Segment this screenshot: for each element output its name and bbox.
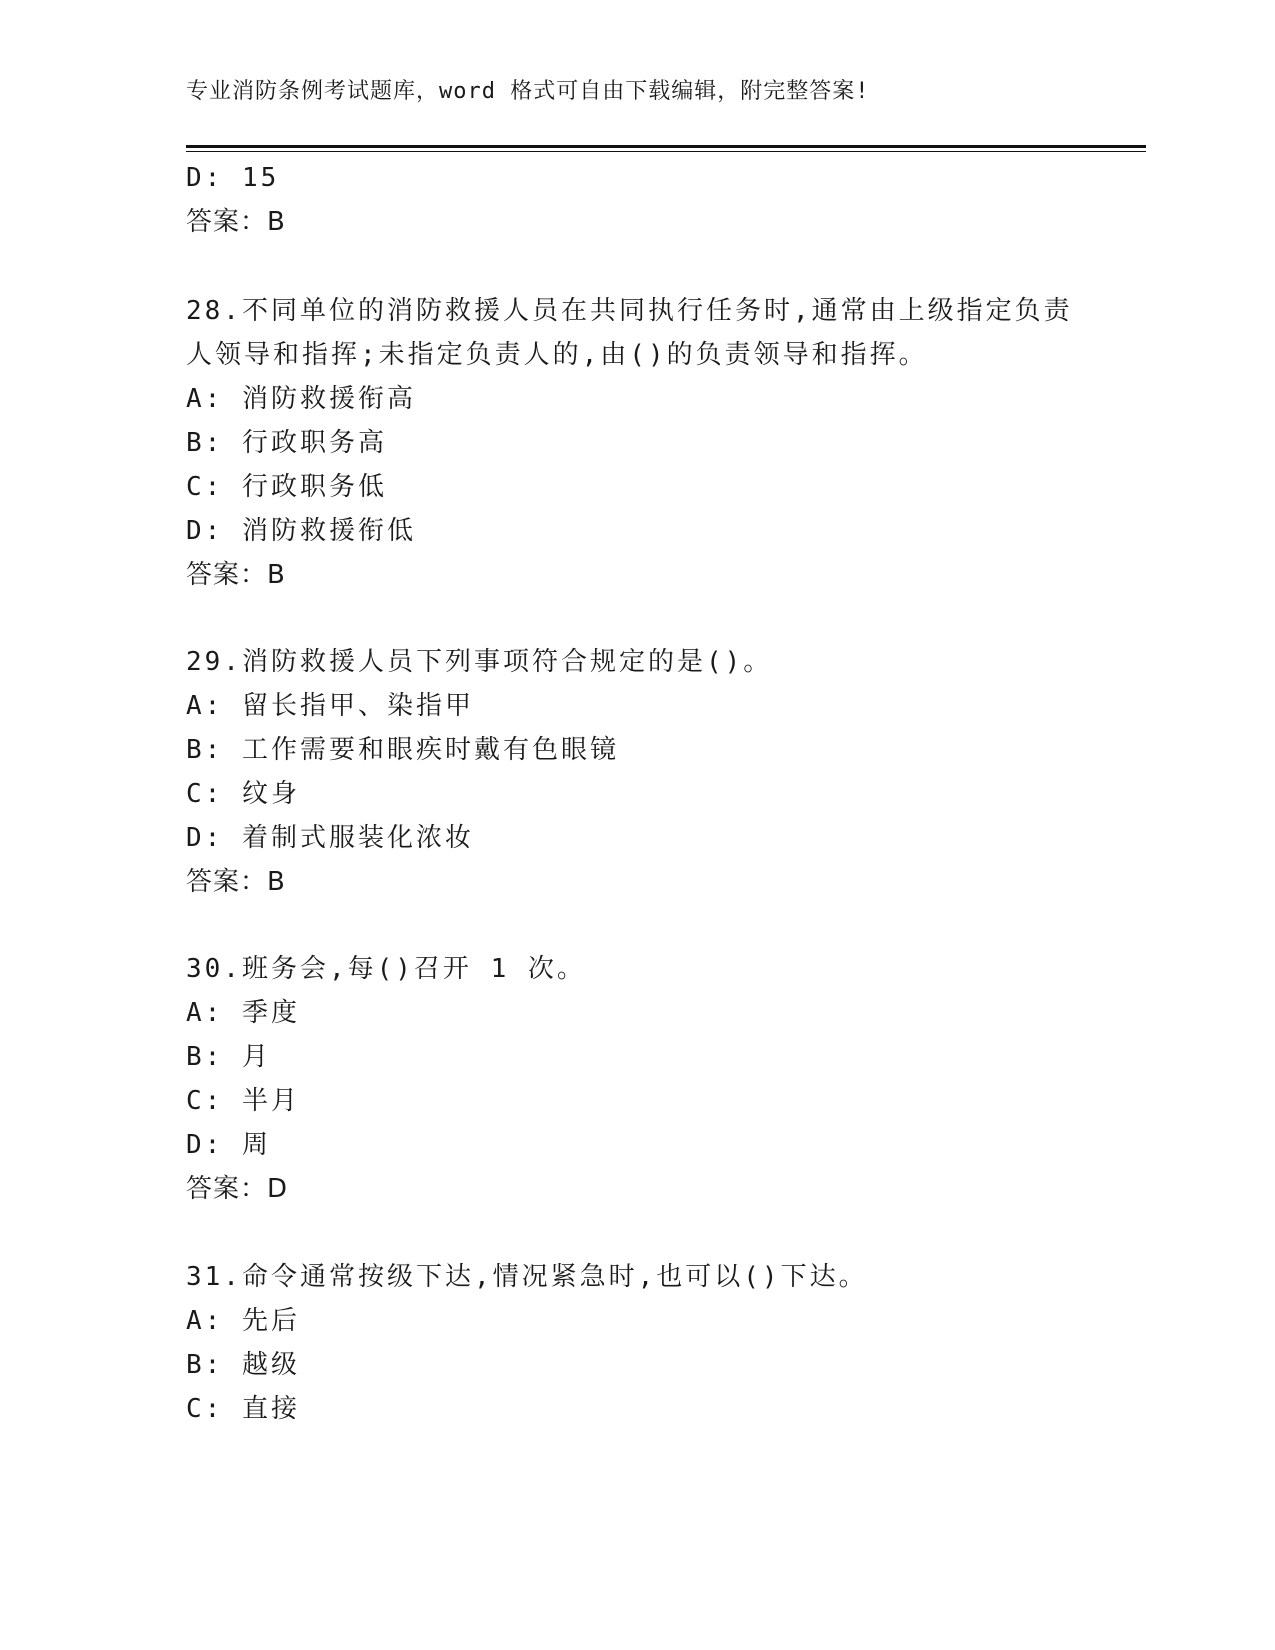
question-30-option-a: A: 季度 — [186, 998, 300, 1028]
question-29-option-d: D: 着制式服装化浓妆 — [186, 823, 474, 853]
question-29-stem-line1: 29.消防救援人员下列事项符合规定的是()。 — [186, 647, 773, 677]
question-29-option-b: B: 工作需要和眼疾时戴有色眼镜 — [186, 735, 619, 765]
question-31-option-a: A: 先后 — [186, 1306, 300, 1336]
question-29-answer: 答案：B — [186, 867, 286, 897]
question-30-option-d: D: 周 — [186, 1130, 271, 1160]
header-rule-thick — [186, 145, 1146, 148]
question-28-option-c: C: 行政职务低 — [186, 472, 387, 502]
question-28-option-b: B: 行政职务高 — [186, 428, 387, 458]
question-31-option-c: C: 直接 — [186, 1394, 300, 1424]
answer: 答案：B — [186, 207, 286, 237]
question-30-option-b: B: 月 — [186, 1042, 271, 1072]
question-31-option-b: B: 越级 — [186, 1350, 300, 1380]
question-29-option-c: C: 纹身 — [186, 779, 300, 809]
option-d: D: 15 — [186, 163, 280, 193]
question-28-stem-line2: 人领导和指挥;未指定负责人的,由()的负责领导和指挥。 — [186, 340, 928, 370]
question-28-answer: 答案：B — [186, 560, 286, 590]
question-30-stem-line1: 30.班务会,每()召开 1 次。 — [186, 954, 586, 984]
question-28-option-d: D: 消防救援衔低 — [186, 516, 416, 546]
question-28-stem-line1: 28.不同单位的消防救援人员在共同执行任务时,通常由上级指定负责 — [186, 296, 1073, 326]
question-28-option-a: A: 消防救援衔高 — [186, 384, 416, 414]
question-31-stem-line1: 31.命令通常按级下达,情况紧急时,也可以()下达。 — [186, 1262, 868, 1292]
question-30-option-c: C: 半月 — [186, 1086, 300, 1116]
header-rule-thin — [186, 151, 1146, 152]
page-header: 专业消防条例考试题库，word 格式可自由下载编辑，附完整答案! — [186, 79, 870, 104]
question-30-answer: 答案：D — [186, 1174, 289, 1204]
question-29-option-a: A: 留长指甲、染指甲 — [186, 691, 474, 721]
